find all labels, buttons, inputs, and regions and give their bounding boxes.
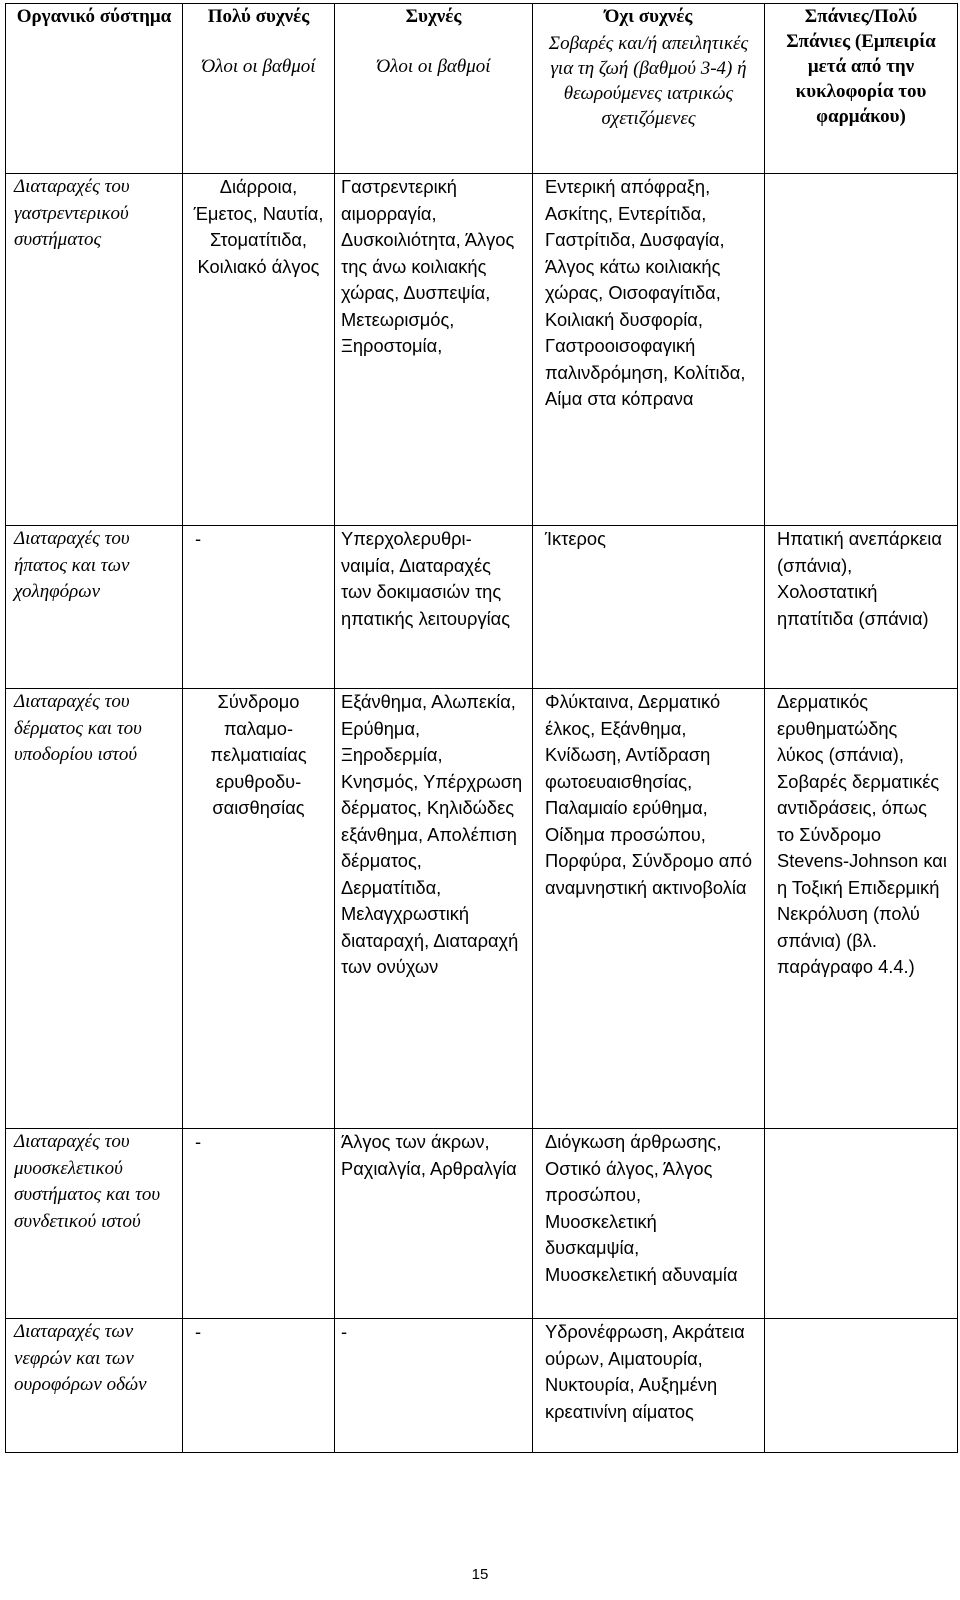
rare-cell bbox=[765, 1129, 958, 1319]
header-common bbox=[335, 4, 533, 174]
header-very-common-title: Πολύ συχνές bbox=[207, 6, 310, 27]
header-very-common-sub: Όλοι οι βαθμοί bbox=[201, 56, 316, 77]
header-uncommon-title: Όχι συχνές bbox=[604, 6, 693, 27]
header-organ-system bbox=[6, 4, 183, 174]
header-uncommon bbox=[533, 4, 765, 174]
organ-system-cell: Διαταραχές του μυοσκελετικού συστήματος και του συνδετικού ιστού bbox=[6, 1129, 183, 1319]
header-row bbox=[6, 4, 958, 174]
header-common-sub: Όλοι οι βαθμοί bbox=[376, 56, 491, 77]
rare-cell: Δερματικός ερυθηματώδης λύκος (σπάνια), Σοβαρές δερματικές αντιδράσεις, όπως το Σύνδρομο Stevens-Johnson και η Τοξική Επιδερμική Νεκρόλυση (πολύ σπάνια) (βλ. παράγραφο 4.4.) bbox=[765, 689, 958, 1129]
table-row bbox=[6, 689, 958, 1129]
very-common-cell: Σύνδρομο παλαμο-πελματιαίας ερυθροδυ-σαισθησίας bbox=[183, 689, 335, 1129]
common-cell: Άλγος των άκρων, Ραχιαλγία, Αρθραλγία bbox=[335, 1129, 533, 1319]
organ-system-cell: Διαταραχές των νεφρών και των ουροφόρων οδών bbox=[6, 1319, 183, 1453]
very-common-cell: - bbox=[183, 1319, 335, 1453]
adverse-reactions-table bbox=[5, 3, 958, 1453]
very-common-cell: - bbox=[183, 526, 335, 689]
uncommon-cell: Διόγκωση άρθρωσης, Οστικό άλγος, Άλγος προσώπου, Μυοσκελετική δυσκαμψία, Μυοσκελετική αδυναμία bbox=[533, 1129, 765, 1319]
header-uncommon-sub: Σοβαρές και/ή απειλητικές για τη ζωή (βαθμού 3-4) ή θεωρούμενες ιατρικώς σχετιζόμενες bbox=[548, 33, 749, 129]
header-rare bbox=[765, 4, 958, 174]
organ-system-cell: Διαταραχές του δέρματος και του υποδορίου ιστού bbox=[6, 689, 183, 1129]
common-cell: Γαστρεντερική αιμορραγία, Δυσκοιλιότητα, Άλγος της άνω κοιλιακής χώρας, Δυσπεψία, Μετεωρισμός, Ξηροστομία, bbox=[335, 174, 533, 526]
table-row bbox=[6, 1129, 958, 1319]
header-very-common bbox=[183, 4, 335, 174]
rare-cell bbox=[765, 174, 958, 526]
uncommon-cell: Υδρονέφρωση, Ακράτεια ούρων, Αιματουρία, Νυκτουρία, Αυξημένη κρεατινίνη αίματος bbox=[533, 1319, 765, 1453]
uncommon-cell: Ίκτερος bbox=[533, 526, 765, 689]
document-page bbox=[5, 3, 957, 1453]
table-row bbox=[6, 174, 958, 526]
header-rare-title: Σπάνιες/Πολύ Σπάνιες (Εμπειρία μετά από την κυκλοφορία του φαρμάκου) bbox=[786, 6, 936, 127]
table-row bbox=[6, 1319, 958, 1453]
rare-cell: Ηπατική ανεπάρκεια (σπάνια), Χολοστατική ηπατίτιδα (σπάνια) bbox=[765, 526, 958, 689]
header-common-title: Συχνές bbox=[405, 6, 462, 27]
common-cell: Υπερχολερυθρι-ναιμία, Διαταραχές των δοκιμασιών της ηπατικής λειτουργίας bbox=[335, 526, 533, 689]
page-number: 15 bbox=[471, 1566, 489, 1583]
very-common-cell: - bbox=[183, 1129, 335, 1319]
uncommon-cell: Εντερική απόφραξη, Ασκίτης, Εντερίτιδα, Γαστρίτιδα, Δυσφαγία, Άλγος κάτω κοιλιακής χώρας, Οισοφαγίτιδα, Κοιλιακή δυσφορία, Γαστροοισοφαγική παλινδρόμηση, Κολίτιδα, Αίμα στα κόπρανα bbox=[533, 174, 765, 526]
common-cell: - bbox=[335, 1319, 533, 1453]
organ-system-cell: Διαταραχές του ήπατος και των χοληφόρων bbox=[6, 526, 183, 689]
common-cell: Εξάνθημα, Αλωπεκία, Ερύθημα, Ξηροδερμία, Κνησμός, Υπέρχρωση δέρματος, Κηλιδώδες εξάνθημα, Απολέπιση δέρματος, Δερματίτιδα, Μελαγχρωστική διαταραχή, Διαταραχή των ονύχων bbox=[335, 689, 533, 1129]
rare-cell bbox=[765, 1319, 958, 1453]
very-common-cell: Διάρροια, Έμετος, Ναυτία, Στοματίτιδα, Κοιλιακό άλγος bbox=[183, 174, 335, 526]
organ-system-cell: Διαταραχές του γαστρεντερικού συστήματος bbox=[6, 174, 183, 526]
table-row bbox=[6, 526, 958, 689]
uncommon-cell: Φλύκταινα, Δερματικό έλκος, Εξάνθημα, Κνίδωση, Αντίδραση φωτοευαισθησίας, Παλαμιαίο ερύθημα, Οίδημα προσώπου, Πορφύρα, Σύνδρομο από αναμνηστική ακτινοβολία bbox=[533, 689, 765, 1129]
header-organ-system-title: Οργανικό σύστημα bbox=[16, 6, 172, 27]
